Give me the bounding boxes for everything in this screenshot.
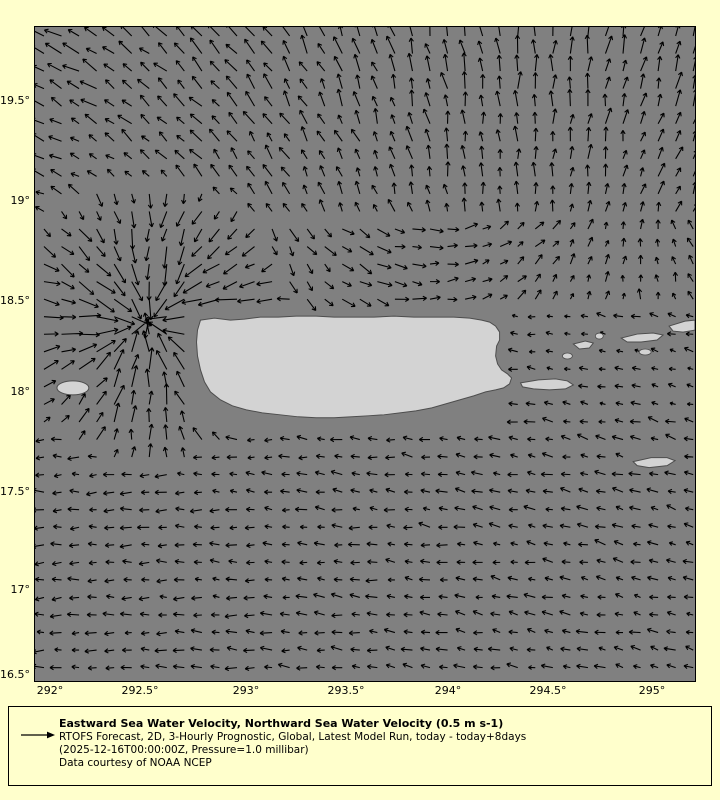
tortola-island [669, 320, 695, 332]
y-tick-label: 17° [10, 583, 30, 596]
legend-title: Eastward Sea Water Velocity, Northward Sea Water Velocity (0.5 m s-1) [59, 717, 504, 730]
y-tick-label: 17.5° [0, 485, 30, 498]
x-tick-label: 294.5° [529, 684, 567, 697]
legend-subtitle-1: RTOFS Forecast, 2D, 3-Hourly Prognostic, Global, Latest Model Run, today - today+8days [59, 731, 527, 743]
y-tick-label: 18° [10, 385, 30, 398]
x-tick-label: 293° [232, 684, 260, 697]
y-tick-label: 16.5° [0, 668, 30, 681]
y-tick-label: 18.5° [0, 294, 30, 307]
culebra-island [573, 341, 593, 349]
st-thomas-island [621, 333, 663, 342]
right-arrow-icon [21, 729, 55, 741]
x-tick-label: 292.5° [121, 684, 159, 697]
legend-credit: Data courtesy of NOAA NCEP [59, 757, 212, 769]
vieques-island [521, 379, 574, 390]
y-tick-label: 19° [10, 194, 30, 207]
x-tick-label: 292° [36, 684, 64, 697]
ocean-current-map-panel[interactable] [34, 26, 696, 682]
st-croix-island [633, 458, 675, 468]
y-tick-label: 19.5° [0, 94, 30, 107]
legend-subtitle-2: (2025-12-16T00:00:00Z, Pressure=1.0 millibar) [59, 744, 309, 756]
x-tick-label: 293.5° [327, 684, 365, 697]
x-tick-label: 295° [638, 684, 666, 697]
puerto-rico-island [197, 316, 512, 418]
islet-c [639, 349, 651, 355]
land-polygons [35, 27, 695, 681]
x-tick-label: 294° [434, 684, 462, 697]
islet-a [562, 353, 572, 359]
legend-caption-box [8, 706, 712, 786]
mona-island [57, 381, 89, 395]
islet-b [595, 333, 603, 339]
